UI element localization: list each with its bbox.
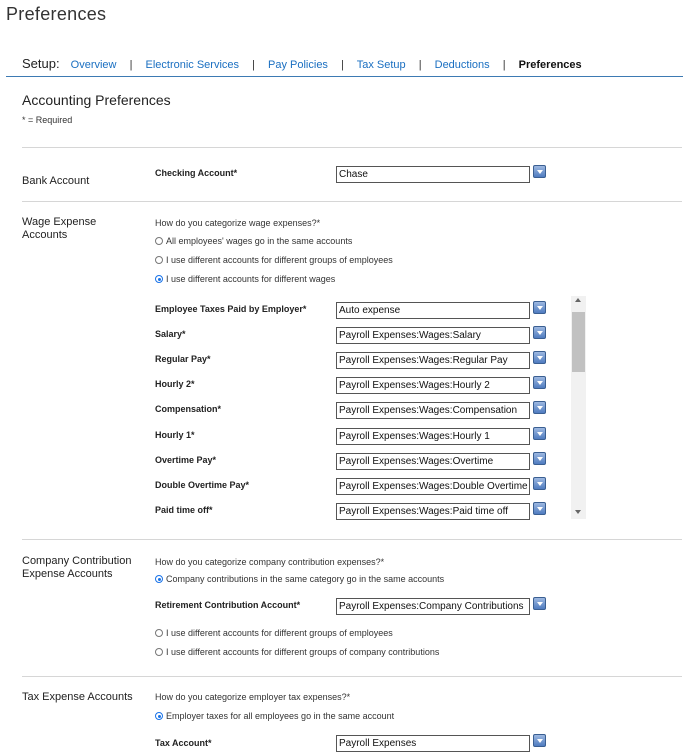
company-title-line-2: Expense Accounts bbox=[22, 568, 113, 580]
wage-row-dropdown-button[interactable] bbox=[533, 301, 546, 314]
nav-link-tax-setup[interactable]: Tax Setup bbox=[356, 59, 406, 71]
setup-label: Setup: bbox=[22, 56, 60, 71]
wage-row-select[interactable]: Payroll Expenses:Wages:Overtime bbox=[336, 453, 530, 470]
wage-question: How do you categorize wage expenses?* bbox=[155, 218, 321, 228]
scrollbar-thumb[interactable] bbox=[572, 312, 585, 372]
radio-button[interactable] bbox=[155, 237, 163, 245]
company-option-groups[interactable]: I use different accounts for different groups of employees bbox=[155, 628, 393, 638]
wage-row-label: Hourly 2* bbox=[155, 379, 195, 389]
wage-row-select[interactable]: Payroll Expenses:Wages:Paid time off bbox=[336, 503, 530, 520]
wage-row-label: Salary* bbox=[155, 329, 186, 339]
radio-button[interactable] bbox=[155, 629, 163, 637]
wage-row-label: Regular Pay* bbox=[155, 354, 211, 364]
wage-row-select[interactable]: Auto expense bbox=[336, 302, 530, 319]
radio-button-selected[interactable] bbox=[155, 712, 163, 720]
section-title: Accounting Preferences bbox=[22, 92, 171, 108]
wage-row-select[interactable]: Payroll Expenses:Wages:Hourly 2 bbox=[336, 377, 530, 394]
section-divider bbox=[22, 676, 682, 677]
tax-account-select[interactable]: Payroll Expenses bbox=[336, 735, 530, 752]
checking-account-select[interactable]: Chase bbox=[336, 166, 530, 183]
wage-option-different-wages[interactable]: I use different accounts for different wages bbox=[155, 274, 335, 284]
section-divider bbox=[22, 539, 682, 540]
wage-row-select[interactable]: Payroll Expenses:Wages:Regular Pay bbox=[336, 352, 530, 369]
wage-row-select[interactable]: Payroll Expenses:Wages:Salary bbox=[336, 327, 530, 344]
radio-button-selected[interactable] bbox=[155, 275, 163, 283]
radio-button[interactable] bbox=[155, 648, 163, 656]
retirement-contribution-select[interactable]: Payroll Expenses:Company Contributions bbox=[336, 598, 530, 615]
nav-link-overview[interactable]: Overview bbox=[70, 59, 117, 71]
nav-link-electronic-services[interactable]: Electronic Services bbox=[145, 59, 240, 71]
nav-current-preferences: Preferences bbox=[518, 59, 582, 71]
nav-link-deductions[interactable]: Deductions bbox=[434, 59, 490, 71]
nav-separator: | bbox=[341, 59, 344, 71]
tax-question: How do you categorize employer tax expenses?* bbox=[155, 692, 351, 702]
wage-row-label: Overtime Pay* bbox=[155, 455, 217, 465]
retirement-contribution-label: Retirement Contribution Account* bbox=[155, 600, 301, 610]
radio-button[interactable] bbox=[155, 256, 163, 264]
company-section-title bbox=[22, 555, 131, 581]
nav-separator: | bbox=[418, 59, 422, 71]
company-option-contributions[interactable]: I use different accounts for different groups of company contributions bbox=[155, 647, 439, 657]
wage-row-label: Employee Taxes Paid by Employer* bbox=[155, 304, 307, 314]
wage-title-line-2: Accounts bbox=[22, 229, 68, 241]
scroll-up-arrow-icon[interactable] bbox=[575, 298, 581, 302]
wage-row-dropdown-button[interactable] bbox=[533, 376, 546, 389]
wage-row-dropdown-button[interactable] bbox=[533, 502, 546, 515]
page-title: Preferences bbox=[6, 4, 107, 24]
checking-account-label: Checking Account* bbox=[155, 168, 238, 178]
nav-divider bbox=[6, 76, 683, 77]
nav-separator: | bbox=[129, 59, 133, 71]
wage-row-dropdown-button[interactable] bbox=[533, 351, 546, 364]
wage-section-title bbox=[22, 216, 96, 242]
company-title-line-1: Company Contribution bbox=[22, 555, 132, 567]
company-question: How do you categorize company contribution expenses?* bbox=[155, 557, 385, 567]
scroll-down-arrow-icon[interactable] bbox=[575, 510, 581, 514]
section-divider bbox=[22, 201, 682, 202]
wage-row-dropdown-button[interactable] bbox=[533, 401, 546, 414]
wage-row-label: Compensation* bbox=[155, 404, 222, 414]
tax-account-dropdown-button[interactable] bbox=[533, 734, 546, 747]
wage-row-dropdown-button[interactable] bbox=[533, 326, 546, 339]
tax-option-same-account[interactable]: Employer taxes for all employees go in the same account bbox=[155, 711, 394, 721]
nav-separator: | bbox=[502, 59, 506, 71]
wage-row-label: Paid time off* bbox=[155, 505, 213, 515]
radio-button-selected[interactable] bbox=[155, 575, 163, 583]
company-option-same-accounts[interactable]: Company contributions in the same category go in the same accounts bbox=[155, 574, 444, 584]
tax-section-title: Tax Expense Accounts bbox=[22, 691, 133, 703]
tax-account-label: Tax Account* bbox=[155, 738, 212, 748]
wage-row-select[interactable]: Payroll Expenses:Wages:Double Overtime bbox=[336, 478, 530, 495]
bank-section-title: Bank Account bbox=[22, 175, 90, 187]
retirement-contribution-dropdown-button[interactable] bbox=[533, 597, 546, 610]
setup-nav bbox=[22, 56, 582, 71]
wage-option-groups[interactable]: I use different accounts for different groups of employees bbox=[155, 255, 393, 265]
wage-row-dropdown-button[interactable] bbox=[533, 452, 546, 465]
wage-row-dropdown-button[interactable] bbox=[533, 477, 546, 490]
required-note: * = Required bbox=[22, 115, 73, 125]
wage-title-line-1: Wage Expense bbox=[22, 216, 97, 228]
wage-row-label: Hourly 1* bbox=[155, 430, 195, 440]
wage-row-dropdown-button[interactable] bbox=[533, 427, 546, 440]
wage-option-same-accounts[interactable]: All employees' wages go in the same accounts bbox=[155, 236, 352, 246]
checking-account-dropdown-button[interactable] bbox=[533, 165, 546, 178]
wage-row-label: Double Overtime Pay* bbox=[155, 480, 250, 490]
wage-row-select[interactable]: Payroll Expenses:Wages:Compensation bbox=[336, 402, 530, 419]
nav-link-pay-policies[interactable]: Pay Policies bbox=[268, 59, 328, 71]
section-divider bbox=[22, 147, 682, 148]
wage-row-select[interactable]: Payroll Expenses:Wages:Hourly 1 bbox=[336, 428, 530, 445]
nav-separator: | bbox=[252, 59, 255, 71]
